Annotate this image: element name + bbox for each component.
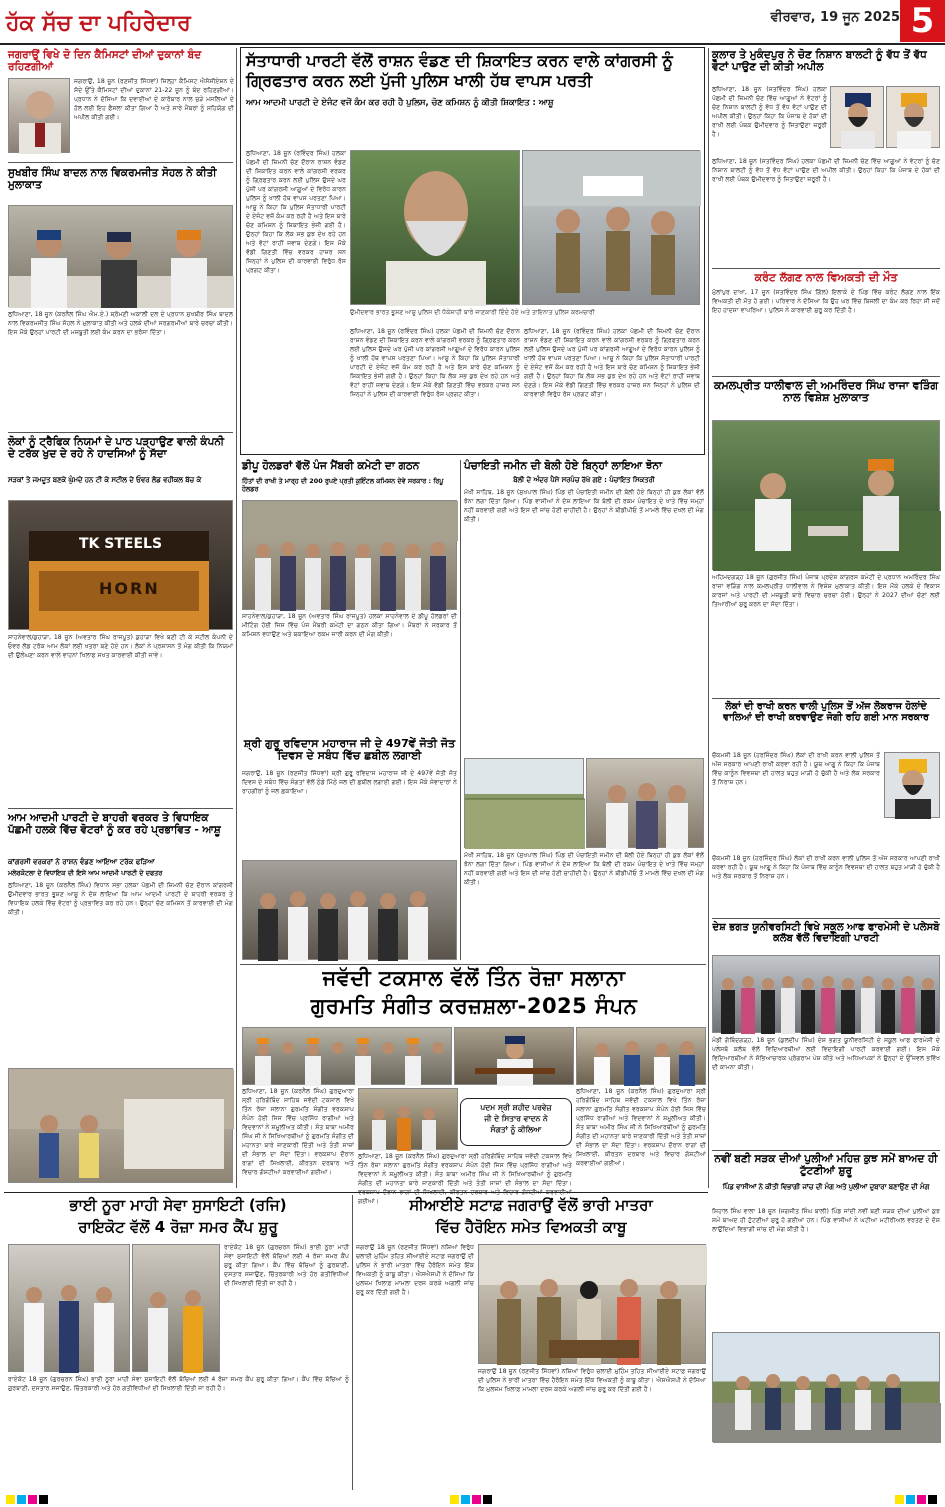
divider: [712, 918, 940, 919]
article-current-body: ਮੁੱਲਾਂਪੁਰ ਦਾਖਾ, 17 ਜੂਨ (ਸਤਵਿੰਦਰ ਸਿੰਘ ਗਿੱਲ) ਇਲਾਕੇ ਦੇ ਪਿੰਡ ਵਿੱਚ ਕਰੰਟ ਲੱਗਣ ਨਾਲ ਇੱਕ ਵਿਅਕਤੀ ਦੀ ਮੌਤ ਹੋ ਗਈ। ਪਰਿਵਾਰ ਨੇ ਦੱਸਿਆ ਕਿ ਉਹ ਘਰ ਵਿੱਚ ਬਿਜਲੀ ਦਾ ਕੰਮ ਕਰ ਰਿਹਾ ਸੀ ਜਦੋਂ ਇਹ ਹਾਦਸਾ ਵਾਪਰਿਆ। ਪੁਲਿਸ ਨੇ ਕਾਰਵਾਈ ਸ਼ੁਰੂ ਕਰ ਦਿੱਤੀ ਹੈ।: [712, 289, 940, 314]
article-depot-headline: ਡੀਪੂ ਹੋਲਡਰਾਂ ਵੱਲੋਂ ਪੰਜ ਮੈਂਬਰੀ ਕਮੇਟੀ ਦਾ ਗਠਨ: [242, 460, 420, 472]
summer-camp-photo-2: [132, 1244, 220, 1372]
meeting-photo-icon: [713, 421, 941, 571]
sukhbir-meeting-photo: [8, 205, 233, 307]
nura-body2: ਰਾਏਕੋਟ 18 ਜੂਨ (ਗੁਰਚਰਨ ਸਿੰਘ) ਭਾਈ ਨੂਰਾ ਮਾਹੀ ਸੇਵਾ ਸੁਸਾਇਟੀ ਵੱਲੋਂ ਬੱਚਿਆਂ ਲਈ 4 ਰੋਜ਼ਾ ਸਮਰ ਕੈਂਪ ਸ਼ੁਰੂ ਕੀਤਾ ਗਿਆ। ਕੈਂਪ ਵਿੱਚ ਬੱਚਿਆਂ ਨੂੰ ਗੁਰਬਾਣੀ, ਦਸਤਾਰ ਸਜਾਉਣ, ਚਿੱਤਰਕਾਰੀ ਅਤੇ ਹੋਰ ਗਤੀਵਿਧੀਆਂ ਦੀ ਸਿਖਲਾਈ ਦਿੱਤੀ ਜਾ ਰਹੀ ਹੈ।: [8, 1376, 349, 1392]
musician-photo-icon: [455, 1028, 575, 1086]
article-road-body: ਸਿਹਾਲ ਸਿੰਘ ਵਾਲਾ 18 ਜੂਨ (ਜਗਜੀਤ ਸਿੰਘ ਬਾਲੀ) ਪਿੰਡ ਜਾਂਦੀ ਨਵੀਂ ਬਣੀ ਸੜਕ ਦੀਆਂ ਪੁਲੀਆਂ ਕੁਝ ਸਮੇਂ ਬਾਅਦ ਹੀ ਟੁੱਟਣੀਆਂ ਸ਼ੁਰੂ ਹੋ ਗਈਆਂ ਹਨ। ਪਿੰਡ ਵਾਸੀਆਂ ਨੇ ਘਟੀਆ ਮਟੀਰੀਅਲ ਵਰਤਣ ਦੇ ਦੋਸ਼ ਲਾਉਂਦਿਆਂ ਵਿਭਾਗੀ ਜਾਂਚ ਦੀ ਮੰਗ ਕੀਤੀ ਹੈ।: [712, 1208, 940, 1233]
depot-holders-photo: [242, 500, 457, 610]
main-headline: ਸੱਤਾਧਾਰੀ ਪਾਰਟੀ ਵੱਲੋਂ ਰਾਸ਼ਨ ਵੰਡਣ ਦੀ ਸ਼ਿਕਾਇਤ ਕਰਨ ਵਾਲੇ ਕਾਂਗਰਸੀ ਨੂੰ ਗ੍ਰਿਫਤਾਰ ਕਰਨ ਲਈ ਪੁੱਜੀ ਪੁਲਿਸ ਖਾਲੀ ਹੱਥ ਵਾਪਸ ਪਰਤੀ: [246, 51, 673, 91]
main-photo-portrait: [350, 150, 520, 305]
group-photo-icon: [9, 1245, 131, 1373]
chhabeel-photo: [242, 860, 457, 960]
truck-sign-text: TK STEELS: [79, 536, 163, 552]
column-divider: [352, 1195, 353, 1490]
page-number: 5: [910, 1, 935, 41]
field-photo-icon: [465, 759, 585, 849]
taksal-badge-line2: ਜੀ ਦੇ ਸਿਤਾਰ ਵਾਦਨ ਨੇ: [484, 1114, 548, 1123]
masthead-logo: [4, 4, 194, 38]
cia-arrest-photo: [478, 1244, 706, 1364]
taksal-body-col1: ਲੁਧਿਆਣਾ, 18 ਜੂਨ (ਕਰਨੈਲ ਸਿੰਘ) ਗੁਰਦੁਆਰਾ ਸ੍ਰੀ ਹਰਿਗੋਬਿੰਦ ਸਾਹਿਬ ਜਵੱਦੀ ਟਕਸਾਲ ਵਿਖੇ ਤਿੰਨ ਰੋਜ਼ਾ ਸਲਾਨਾ ਗੁਰਮਤਿ ਸੰਗੀਤ ਵਰਕਸ਼ਾਪ ਸੰਪੰਨ ਹੋਈ ਜਿਸ ਵਿੱਚ ਪ੍ਰਸਿੱਧ ਰਾਗੀਆਂ ਅਤੇ ਵਿਦਵਾਨਾਂ ਨੇ ਸ਼ਮੂਲੀਅਤ ਕੀਤੀ। ਸੰਤ ਬਾਬਾ ਅਮੀਰ ਸਿੰਘ ਜੀ ਨੇ ਸਿਖਿਆਰਥੀਆਂ ਨੂੰ ਗੁਰਮਤਿ ਸੰਗੀਤ ਦੀ ਮਹਾਨਤਾ ਬਾਰੇ ਜਾਣਕਾਰੀ ਦਿੱਤੀ ਅਤੇ ਤੰਤੀ ਸਾਜ਼ਾਂ ਦੀ ਸੰਭਾਲ ਦਾ ਸੱਦਾ ਦਿੱਤਾ। ਵਰਕਸ਼ਾਪ ਦੌਰਾਨ ਰਾਗਾਂ ਦੀ ਸਿਖਲਾਈ, ਕੀਰਤਨ ਦਰਬਾਰ ਅਤੇ ਵਿਚਾਰ ਗੋਸ਼ਟੀਆਂ ਕਰਵਾਈਆਂ ਗਈਆਂ।: [242, 1088, 354, 1176]
truck-photo-icon: [9, 501, 234, 631]
bearded-man-photo-icon: [351, 151, 521, 306]
taksal-photo-4: [358, 1088, 458, 1150]
taksal-headline-line2: ਗੁਰਮਤਿ ਸੰਗੀਤ ਕਰਜ਼ਸ਼ਲਾ-2025 ਸੰਪਨ: [310, 994, 638, 1018]
article-lokan-body: ਚੌਕਮਸੀ 18 ਜੂਨ (ਹਰਜਿੰਦਰ ਸਿੰਘ) ਲੋਕਾਂ ਦੀ ਰਾਖੀ ਕਰਨ ਵਾਲੀ ਪੁਲਿਸ ਤੋਂ ਅੱਜ ਸਰਕਾਰ ਆਪਣੀ ਰਾਖੀ ਕਰਵਾ ਰਹੀ ਹੈ। ਯੂਥ ਆਗੂ ਨੇ ਕਿਹਾ ਕਿ ਪੰਜਾਬ ਵਿੱਚ ਕਾਨੂੰਨ ਵਿਵਸਥਾ ਦੀ ਹਾਲਤ ਬਹੁਤ ਮਾੜੀ ਹੋ ਚੁੱਕੀ ਹੈ ਅਤੇ ਲੋਕ ਸਰਕਾਰ ਤੋਂ ਨਿਰਾਸ਼ ਹਨ।: [712, 752, 880, 786]
column-divider: [236, 48, 237, 1188]
police-photo-icon: [479, 1245, 707, 1365]
article-panchayat-subhead: ਬੋਲੀ ਦੇ ਅੰਦਰ ਪੈਸੇ ਸਰਪੰਚ ਰੱਖੇ ਗਏ : ਪੰਚਾਇਤ ਸਿਕਤਰੀ: [513, 476, 655, 484]
article-aap-subhead2: ਮਲੇਰਕੋਟਲਾ ਦੇ ਵਿਧਾਇਕ ਦੀ ਇਸੇ ਆਮ ਆਦਮੀ ਪਾਰਟੀ ਦੇ ਦਫਤਰ: [8, 869, 163, 877]
date-line: ਵੀਰਵਾਰ, 19 ਜੂਨ 2025: [770, 10, 900, 25]
university-group-photo: [712, 955, 940, 1033]
article-chemists-body: ਜਗਰਾਉਂ, 18 ਜੂਨ (ਰਣਜੀਤ ਸਿੱਧਵਾਂ) ਜ਼ਿਲ੍ਹਾ ਕੈਮਿਸਟ ਐਸੋਸੀਏਸ਼ਨ ਦੇ ਸੱਦੇ ਉੱਤੇ ਕੈਮਿਸਟਾਂ ਦੀਆਂ ਦੁਕਾਨਾਂ 21-22 ਜੂਨ ਨੂੰ ਬੰਦ ਰਹਿਣਗੀਆਂ। ਪ੍ਰਧਾਨ ਨੇ ਦੱਸਿਆ ਕਿ ਦਵਾਈਆਂ ਦੇ ਕਾਰੋਬਾਰ ਨਾਲ ਜੁੜੇ ਮਸਲਿਆਂ ਦੇ ਹੱਲ ਲਈ ਇਹ ਫੈਸਲਾ ਕੀਤਾ ਗਿਆ ਹੈ ਅਤੇ ਸਾਰੇ ਮੈਂਬਰਾਂ ਨੂੰ ਸਹਿਯੋਗ ਦੀ ਅਪੀਲ ਕੀਤੀ ਗਈ।: [74, 78, 234, 121]
main-body-col1: ਲੁਧਿਆਣਾ, 18 ਜੂਨ (ਰਵਿੰਦਰ ਸਿੰਘ) ਹਲਕਾ ਪੱਛਮੀ ਦੀ ਜ਼ਿਮਨੀ ਚੋਣ ਦੌਰਾਨ ਰਾਸ਼ਨ ਵੰਡਣ ਦੀ ਸ਼ਿਕਾਇਤ ਕਰਨ ਵਾਲੇ ਕਾਂਗਰਸੀ ਵਰਕਰ ਨੂੰ ਗ੍ਰਿਫਤਾਰ ਕਰਨ ਲਈ ਪੁਲਿਸ ਉਸਦੇ ਘਰ ਪੁੱਜੀ ਪਰ ਕਾਂਗਰਸੀ ਆਗੂਆਂ ਦੇ ਵਿਰੋਧ ਕਾਰਨ ਪੁਲਿਸ ਨੂੰ ਖਾਲੀ ਹੱਥ ਵਾਪਸ ਪਰਤਣਾ ਪਿਆ। ਆਸ਼ੂ ਨੇ ਕਿਹਾ ਕਿ ਪੁਲਿਸ ਸੱਤਾਧਾਰੀ ਪਾਰਟੀ ਦੇ ਏਜੰਟ ਵਜੋਂ ਕੰਮ ਕਰ ਰਹੀ ਹੈ ਅਤੇ ਇਸ ਬਾਰੇ ਚੋਣ ਕਮਿਸ਼ਨ ਨੂੰ ਸ਼ਿਕਾਇਤ ਭੇਜੀ ਗਈ ਹੈ। ਉਨ੍ਹਾਂ ਕਿਹਾ ਕਿ ਲੋਕ ਸਭ ਕੁਝ ਦੇਖ ਰਹੇ ਹਨ ਅਤੇ ਵੋਟਾਂ ਰਾਹੀਂ ਜਵਾਬ ਦੇਣਗੇ। ਇਸ ਮੌਕੇ ਵੱਡੀ ਗਿਣਤੀ ਵਿੱਚ ਵਰਕਰ ਹਾਜ਼ਰ ਸਨ ਜਿਨ੍ਹਾਂ ਨੇ ਪੁਲਿਸ ਦੀ ਕਾਰਵਾਈ ਵਿਰੁੱਧ ਰੋਸ ਪ੍ਰਗਟ ਕੀਤਾ।: [246, 150, 346, 274]
group-photo-icon: [577, 1028, 707, 1086]
turbaned-man-icon: [885, 753, 941, 819]
main-photo-police: [522, 150, 700, 305]
article-ravidas-body: ਜਗਰਾਉਂ, 18 ਜੂਨ (ਰਣਜੀਤ ਸਿੱਧਵਾਂ) ਸ਼੍ਰੀ ਗੁਰੂ ਰਵਿਦਾਸ ਮਹਾਰਾਜ ਜੀ ਦੇ 497ਵੇਂ ਜੋਤੀ ਜੋਤ ਦਿਵਸ ਦੇ ਸਬੰਧ ਵਿੱਚ ਸੰਗਤਾਂ ਵੱਲੋਂ ਠੰਡੇ ਮਿੱਠੇ ਜਲ ਦੀ ਛਬੀਲ ਲਗਾਈ ਗਈ। ਇਸ ਮੌਕੇ ਸੇਵਾਦਾਰਾਂ ਨੇ ਰਾਹਗੀਰਾਂ ਨੂੰ ਜਲ ਛਕਾਇਆ।: [242, 770, 457, 795]
kamalpreet-meeting-photo: [712, 420, 940, 570]
article-kular-body: ਲੁਧਿਆਣਾ, 18 ਜੂਨ (ਸਤਵਿੰਦਰ ਸਿੰਘ) ਹਲਕਾ ਪੱਛਮੀ ਦੀ ਜ਼ਿਮਨੀ ਚੋਣ ਵਿੱਚ ਆਗੂਆਂ ਨੇ ਵੋਟਰਾਂ ਨੂੰ ਚੋਣ ਨਿਸ਼ਾਨ ਬਾਲਟੀ ਨੂੰ ਵੱਧ ਤੋਂ ਵੱਧ ਵੋਟਾਂ ਪਾਉਣ ਦੀ ਅਪੀਲ ਕੀਤੀ। ਉਨ੍ਹਾਂ ਕਿਹਾ ਕਿ ਪੰਜਾਬ ਦੇ ਹੱਕਾਂ ਦੀ ਰਾਖੀ ਲਈ ਪੰਥਕ ਉਮੀਦਵਾਰ ਨੂੰ ਜਿਤਾਉਣਾ ਜ਼ਰੂਰੀ ਹੈ।: [712, 86, 827, 138]
article-sukhbir-body: ਲੁਧਿਆਣਾ, 18 ਜੂਨ (ਕਰਨੈਲ ਸਿੰਘ ਐਮ.ਏ.) ਸ਼੍ਰੋਮਣੀ ਅਕਾਲੀ ਦਲ ਦੇ ਪ੍ਰਧਾਨ ਸੁਖਬੀਰ ਸਿੰਘ ਬਾਦਲ ਨਾਲ ਵਿਕਰਮਜੀਤ ਸਿੰਘ ਸੋਹਲ ਨੇ ਮੁਲਾਕਾਤ ਕੀਤੀ ਅਤੇ ਹਲਕੇ ਦੀਆਂ ਸਰਗਰਮੀਆਂ ਬਾਰੇ ਚਰਚਾ ਕੀਤੀ। ਇਸ ਮੌਕੇ ਉਨ੍ਹਾਂ ਪਾਰਟੀ ਦੀ ਮਜ਼ਬੂਤੀ ਲਈ ਕੰਮ ਕਰਨ ਦਾ ਭਰੋਸਾ ਦਿੱਤਾ।: [8, 311, 233, 336]
nura-headline-line2: ਰਾਇਕੋਟ ਵੱਲੋਂ 4 ਰੋਜ਼ਾ ਸਮਰ ਕੈਂਪ ਸ਼ੁਰੂ: [78, 1218, 278, 1236]
kular-photo: [830, 86, 884, 148]
taksal-photo-2: [454, 1027, 574, 1085]
cia-headline-line2: ਵਿੱਚ ਹੈਰੋਇਨ ਸਮੇਤ ਵਿਅਕਤੀ ਕਾਬੂ: [435, 1218, 627, 1236]
color-registration-marks-left: [6, 1495, 48, 1504]
taksal-body-col2: ਲੁਧਿਆਣਾ, 18 ਜੂਨ (ਕਰਨੈਲ ਸਿੰਘ) ਗੁਰਦੁਆਰਾ ਸ੍ਰੀ ਹਰਿਗੋਬਿੰਦ ਸਾਹਿਬ ਜਵੱਦੀ ਟਕਸਾਲ ਵਿਖੇ ਤਿੰਨ ਰੋਜ਼ਾ ਸਲਾਨਾ ਗੁਰਮਤਿ ਸੰਗੀਤ ਵਰਕਸ਼ਾਪ ਸੰਪੰਨ ਹੋਈ ਜਿਸ ਵਿੱਚ ਪ੍ਰਸਿੱਧ ਰਾਗੀਆਂ ਅਤੇ ਵਿਦਵਾਨਾਂ ਨੇ ਸ਼ਮੂਲੀਅਤ ਕੀਤੀ। ਸੰਤ ਬਾਬਾ ਅਮੀਰ ਸਿੰਘ ਜੀ ਨੇ ਸਿਖਿਆਰਥੀਆਂ ਨੂੰ ਗੁਰਮਤਿ ਸੰਗੀਤ ਦੀ ਮਹਾਨਤਾ ਬਾਰੇ ਜਾਣਕਾਰੀ ਦਿੱਤੀ ਅਤੇ ਤੰਤੀ ਸਾਜ਼ਾਂ ਦੀ ਸੰਭਾਲ ਦਾ ਸੱਦਾ ਦਿੱਤਾ। ਗਈਆਂ।: [358, 1153, 572, 1205]
article-kamalpreet-headline: ਕਮਲਪ੍ਰੀਤ ਧਾਲੀਵਾਲ ਦੀ ਅਮਰਿੰਦਰ ਸਿੰਘ ਰਾਜਾ ਵੜਿੰਗ ਨਾਲ ਵਿਸ਼ੇਸ਼ ਮੁਲਾਕਾਤ: [713, 379, 939, 405]
column-divider: [708, 48, 709, 1188]
color-registration-marks-right: [895, 1495, 937, 1504]
group-photo-icon: [243, 501, 458, 611]
divider: [8, 432, 233, 433]
article-trucks-headline: ਲੋਕਾਂ ਨੂੰ ਟ੍ਰੈਫਿਕ ਨਿਯਮਾਂ ਦੇ ਪਾਠ ਪੜ੍ਹਾਉਣ ਵਾਲੀ ਕੰਪਨੀ ਦੇ ਟਰੱਕ ਖੁਦ ਦੇ ਰਹੇ ਨੇ ਹਾਦਸਿਆਂ ਨੂੰ ਸੱਦਾ: [8, 436, 225, 460]
article-panchayat-body: ਮੱਖੀ ਸਾਹਿਬ, 18 ਜੂਨ (ਸੁਖਪਾਲ ਸਿੰਘ) ਪਿੰਡ ਦੀ ਪੰਚਾਇਤੀ ਜਮੀਨ ਦੀ ਬੋਲੀ ਹੋਏ ਬਿਨ੍ਹਾਂ ਹੀ ਕੁਝ ਲੋਕਾਂ ਵੱਲੋਂ ਝੋਨਾ ਲਗਾ ਦਿੱਤਾ ਗਿਆ। ਪਿੰਡ ਵਾਸੀਆਂ ਨੇ ਦੋਸ਼ ਲਾਇਆ ਕਿ ਬੋਲੀ ਦੀ ਰਕਮ ਪੰਚਾਇਤ ਦੇ ਖਾਤੇ ਵਿੱਚ ਜਮ੍ਹਾਂ ਨਹੀਂ ਕਰਵਾਈ ਗਈ ਅਤੇ ਇਸ ਦੀ ਜਾਂਚ ਹੋਣੀ ਚਾਹੀਦੀ ਹੈ। ਉਨ੍ਹਾਂ ਨੇ ਬੀਡੀਪੀਓ ਤੋਂ ਮਾਮਲੇ ਵਿੱਚ ਦਖਲ ਦੀ ਮੰਗ ਕੀਤੀ।: [464, 489, 704, 523]
group-photo-icon: [713, 956, 941, 1034]
article-road-headline: ਨਵੀਂ ਬਣੀ ਸੜਕ ਦੀਆਂ ਪੁਲੀਆਂ ਮਹਿਜ਼ ਕੁਝ ਸਮੇਂ ਬਾਅਦ ਹੀ ਟੁੱਟਣੀਆਂ ਸ਼ੁਰੂ: [714, 1153, 938, 1177]
article-depot-subhead: ਹਿੱਤਾਂ ਦੀ ਰਾਖੀ ਤੇ ਮਾਰ੍ਹ ਦੀ 200 ਰੁਪਏ ਪ੍ਰਤੀ ਕੁਇੰਟਲ ਕਮਿਸ਼ਨ ਦੇਵੇ ਸਰਕਾਰ : ਰਿਪੂ ਹੋਲਡਰ: [242, 477, 444, 493]
article-chemists-headline: ਜਗਰਾਉਂ ਵਿਖੇ ਦੋ ਦਿਨ ਕੈਮਿਸਟਾਂ ਦੀਆਂ ਦੁਕਾਨਾਂ ਬੰਦ ਰਹਿਣਗੀਆਂ: [8, 49, 202, 73]
article-aap-headline: ਆਮ ਆਦਮੀ ਪਾਰਟੀ ਦੇ ਬਾਹਰੀ ਵਰਕਰ ਤੇ ਵਿਧਾਇਕ ਪੱਛਮੀ ਹਲਕੇ ਵਿੱਚ ਵੋਟਰਾਂ ਨੂੰ ਕਰ ਰਹੇ ਪ੍ਰਭਾਵਿਤ - ਆਸ਼ੂ: [8, 812, 221, 836]
lokan-portrait: [884, 752, 940, 818]
divider: [712, 376, 940, 377]
ration-truck-photo: [8, 1068, 233, 1183]
article-lokan-headline: ਲੋਕਾਂ ਦੀ ਰਾਖੀ ਕਰਨ ਵਾਲੀ ਪੁਲਿਸ ਤੋਂ ਅੱਜ ਲੋਕਰਾਜ ਹੋਲਾਂਦੇ ਵਾਲਿਆਂ ਦੀ ਰਾਖੀ ਕਰਵਾਉਣ ਜੋਗੀ ਰਹਿ ਗਈ ਮਾਨ ਸਰਕਾਰ: [723, 701, 929, 723]
taksal-badge-line3: ਸੰਗਤਾਂ ਨੂੰ ਕੀਲਿਆ: [490, 1125, 542, 1134]
mukandpur-photo: [886, 86, 940, 148]
taksal-body-col3: ਲੁਧਿਆਣਾ, 18 ਜੂਨ (ਕਰਨੈਲ ਸਿੰਘ) ਗੁਰਦੁਆਰਾ ਸ੍ਰੀ ਹਰਿਗੋਬਿੰਦ ਸਾਹਿਬ ਜਵੱਦੀ ਟਕਸਾਲ ਵਿਖੇ ਤਿੰਨ ਰੋਜ਼ਾ ਸਲਾਨਾ ਗੁਰਮਤਿ ਸੰਗੀਤ ਵਰਕਸ਼ਾਪ ਸੰਪੰਨ ਹੋਈ ਜਿਸ ਵਿੱਚ ਪ੍ਰਸਿੱਧ ਰਾਗੀਆਂ ਅਤੇ ਵਿਦਵਾਨਾਂ ਨੇ ਸ਼ਮੂਲੀਅਤ ਕੀਤੀ। ਸੰਤ ਬਾਬਾ ਅਮੀਰ ਸਿੰਘ ਜੀ ਨੇ ਸਿਖਿਆਰਥੀਆਂ ਨੂੰ ਗੁਰਮਤਿ ਸੰਗੀਤ ਦੀ ਮਹਾਨਤਾ ਬਾਰੇ ਜਾਣਕਾਰੀ ਦਿੱਤੀ ਅਤੇ ਤੰਤੀ ਸਾਜ਼ਾਂ ਦੀ ਸੰਭਾਲ ਦਾ ਸੱਦਾ ਦਿੱਤਾ। ਵਰਕਸ਼ਾਪ ਦੌਰਾਨ ਰਾਗਾਂ ਦੀ ਸਿਖਲਾਈ, ਕੀਰਤਨ ਦਰਬਾਰ ਅਤੇ ਵਿਚਾਰ ਗੋਸ਼ਟੀਆਂ ਕਰਵਾਈਆਂ ਗਈਆਂ।: [576, 1088, 706, 1167]
article-sukhbir-headline: ਸੁਖਬੀਰ ਸਿੰਘ ਬਾਦਲ ਨਾਲ ਵਿਕਰਮਜੀਤ ਸੋਹਲ ਨੇ ਕੀਤੀ ਮੁਲਾਕਾਤ: [8, 167, 217, 191]
cia-body2: ਜਗਰਾਉਂ 18 ਜੂਨ (ਰਣਜੀਤ ਸਿੱਧਵਾਂ) ਨਸ਼ਿਆਂ ਵਿਰੁੱਧ ਚਲਾਈ ਮੁਹਿੰਮ ਤਹਿਤ ਸੀਆਈਏ ਸਟਾਫ਼ ਜਗਰਾਉਂ ਦੀ ਪੁਲਿਸ ਨੇ ਭਾਰੀ ਮਾਤਰਾ ਵਿੱਚ ਹੈਰੋਇਨ ਸਮੇਤ ਇੱਕ ਵਿਅਕਤੀ ਨੂੰ ਕਾਬੂ ਕੀਤਾ। ਐਸਐਸਪੀ ਨੇ ਦੱਸਿਆ ਕਿ ਮੁਲਜ਼ਮ ਖਿਲਾਫ਼ ਮਾਮਲਾ ਦਰਜ ਕਰਕੇ ਅਗਲੀ ਜਾਂਚ ਸ਼ੁਰੂ ਕਰ ਦਿੱਤੀ ਗਈ ਹੈ।: [478, 1368, 706, 1393]
article-trucks-subhead: ਸੜਕਾਂ ਤੇ ਜਮਦੂਤ ਬਣਕੇ ਘੁੰਮਦੇ ਹਨ ਟੀ ਕੇ ਸਟੀਲ ਦੇ ਓਵਰ ਲੋਡ ਵਹੀਕਲ ਬੱਚ ਕੇ: [8, 476, 202, 484]
police-photo-icon: [523, 151, 701, 306]
summer-camp-photo-1: [8, 1244, 130, 1372]
turbaned-man-icon: [831, 87, 885, 149]
article-kular-headline: ਕੂਲਾਰ ਤੇ ਮੁਕੰਦਪੁਰ ਨੇ ਚੋਣ ਨਿਸ਼ਾਨ ਬਾਲਟੀ ਨੂੰ ਵੱਧ ਤੋਂ ਵੱਧ ਵੋਟਾਂ ਪਾਉਣ ਦੀ ਕੀਤੀ ਅਪੀਲ: [712, 49, 927, 73]
divider: [712, 698, 940, 699]
cia-headline-line1: ਸੀਆਈਏ ਸਟਾਫ਼ ਜਗਰਾਉਂ ਵੱਲੋਂ ਭਾਰੀ ਮਾਤਰਾ: [409, 1196, 653, 1214]
column-divider: [460, 460, 461, 960]
header-rule: [0, 43, 945, 45]
taksal-badge-line1: ਪਦਮ ਸ੍ਰੀ ਸ਼ਹੀਦ ਪਰਵੇਜ਼: [480, 1103, 552, 1112]
article-panchayat-headline: ਪੰਚਾਇਤੀ ਜਮੀਨ ਦੀ ਬੋਲੀ ਹੋਏ ਬਿਨ੍ਹਾਂ ਲਾਇਆ ਝੋਨਾ: [464, 460, 663, 472]
group-photo-icon: [133, 1245, 221, 1373]
main-photo-caption: ਉਮੀਦਵਾਰ ਭਾਰਤ ਭੂਸ਼ਣ ਆਸ਼ੂ ਪੁਲਿਸ ਦੀ ਧੱਕੇਸ਼ਾਹੀ ਬਾਰੇ ਜਾਣਕਾਰੀ ਦਿੰਦੇ ਹੋਏ ਅਤੇ ਤਾਇਨਾਤ ਪੁਲਿਸ ਕਰਮਚਾਰੀ: [350, 309, 595, 316]
masthead: [4, 4, 194, 38]
article-aap-body: ਲੁਧਿਆਣਾ, 18 ਜੂਨ (ਕਰਨੈਲ ਸਿੰਘ) ਵਿਧਾਨ ਸਭਾ ਹਲਕਾ ਪੱਛਮੀ ਦੀ ਜ਼ਿਮਨੀ ਚੋਣ ਦੌਰਾਨ ਕਾਂਗਰਸੀ ਉਮੀਦਵਾਰ ਭਾਰਤ ਭੂਸ਼ਣ ਆਸ਼ੂ ਨੇ ਦੋਸ਼ ਲਾਇਆ ਕਿ ਆਮ ਆਦਮੀ ਪਾਰਟੀ ਦੇ ਬਾਹਰੀ ਵਰਕਰ ਤੇ ਵਿਧਾਇਕ ਹਲਕੇ ਵਿੱਚ ਵੋਟਰਾਂ ਨੂੰ ਪ੍ਰਭਾਵਿਤ ਕਰ ਰਹੇ ਹਨ। ਉਨ੍ਹਾਂ ਚੋਣ ਕਮਿਸ਼ਨ ਤੋਂ ਕਾਰਵਾਈ ਦੀ ਮੰਗ ਕੀਤੀ।: [8, 882, 233, 916]
taksal-photo-3: [576, 1027, 706, 1085]
main-subhead: ਆਮ ਆਦਮੀ ਪਾਰਟੀ ਦੇ ਏਜੰਟ ਵਜੋਂ ਕੰਮ ਕਰ ਰਹੀ ਹੈ ਪੁਲਿਸ, ਚੋਣ ਕਮਿਸ਼ਨ ਨੂੰ ਕੀਤੀ ਸ਼ਿਕਾਇਤ : ਆਸ਼ੂ: [246, 97, 554, 107]
article-panchayat-body2: ਮੱਖੀ ਸਾਹਿਬ, 18 ਜੂਨ (ਸੁਖਪਾਲ ਸਿੰਘ) ਪਿੰਡ ਦੀ ਪੰਚਾਇਤੀ ਜਮੀਨ ਦੀ ਬੋਲੀ ਹੋਏ ਬਿਨ੍ਹਾਂ ਹੀ ਕੁਝ ਲੋਕਾਂ ਵੱਲੋਂ ਝੋਨਾ ਲਗਾ ਦਿੱਤਾ ਗਿਆ। ਪਿੰਡ ਵਾਸੀਆਂ ਨੇ ਦੋਸ਼ ਲਾਇਆ ਕਿ ਬੋਲੀ ਦੀ ਰਕਮ ਪੰਚਾਇਤ ਦੇ ਖਾਤੇ ਵਿੱਚ ਜਮ੍ਹਾਂ ਨਹੀਂ ਕਰਵਾਈ ਗਈ ਅਤੇ ਇਸ ਦੀ ਜਾਂਚ ਹੋਣੀ ਚਾਹੀਦੀ ਹੈ। ਉਨ੍ਹਾਂ ਨੇ ਬੀਡੀਪੀਓ ਤੋਂ ਮਾਮਲੇ ਵਿੱਚ ਦਖਲ ਦੀ ਮੰਗ ਕੀਤੀ।: [464, 852, 704, 886]
divider: [8, 808, 233, 809]
divider: [4, 1192, 708, 1193]
taksal-photo-1: [242, 1027, 452, 1085]
group-photo-icon: [359, 1089, 459, 1151]
road-culvert-photo: [712, 1332, 940, 1442]
crowd-photo-icon: [9, 1069, 234, 1184]
group-photo-icon: [587, 759, 705, 849]
article-ravidas-headline: ਸ਼੍ਰੀ ਗੁਰੂ ਰਵਿਦਾਸ ਮਹਾਰਾਜ ਜੀ ਦੇ 497ਵੇਂ ਜੋਤੀ ਜੋਤ ਦਿਵਸ ਦੇ ਸਬੰਧ ਵਿੱਚ ਛਬੀਲ ਲਗਾਈ: [243, 737, 456, 763]
cia-body: ਜਗਰਾਉਂ 18 ਜੂਨ (ਰਣਜੀਤ ਸਿੱਧਵਾਂ) ਨਸ਼ਿਆਂ ਵਿਰੁੱਧ ਚਲਾਈ ਮੁਹਿੰਮ ਤਹਿਤ ਸੀਆਈਏ ਸਟਾਫ਼ ਜਗਰਾਉਂ ਦੀ ਪੁਲਿਸ ਨੇ ਭਾਰੀ ਮਾਤਰਾ ਵਿੱਚ ਹੈਰੋਇਨ ਸਮੇਤ ਇੱਕ ਵਿਅਕਤੀ ਨੂੰ ਕਾਬੂ ਕੀਤਾ। ਐਸਐਸਪੀ ਨੇ ਦੱਸਿਆ ਕਿ ਮੁਲਜ਼ਮ ਖਿਲਾਫ਼ ਮਾਮਲਾ ਦਰਜ ਕਰਕੇ ਅਗਲੀ ਜਾਂਚ ਸ਼ੁਰੂ ਕਰ ਦਿੱਤੀ ਗਈ ਹੈ।: [356, 1244, 474, 1296]
article-kamalpreet-body: ਅਹਿਮਦਗੜ੍ਹ 18 ਜੂਨ (ਗੁਰਜੀਤ ਸਿੰਘ) ਪੰਜਾਬ ਪ੍ਰਦੇਸ਼ ਕਾਂਗਰਸ ਕਮੇਟੀ ਦੇ ਪ੍ਰਧਾਨ ਅਮਰਿੰਦਰ ਸਿੰਘ ਰਾਜਾ ਵੜਿੰਗ ਨਾਲ ਕਮਲਪ੍ਰੀਤ ਧਾਲੀਵਾਲ ਨੇ ਵਿਸ਼ੇਸ਼ ਮੁਲਾਕਾਤ ਕੀਤੀ। ਇਸ ਮੌਕੇ ਹਲਕੇ ਦੇ ਵਿਕਾਸ ਕਾਰਜਾਂ ਅਤੇ ਪਾਰਟੀ ਦੀ ਮਜ਼ਬੂਤੀ ਬਾਰੇ ਵਿਚਾਰ ਚਰਚਾ ਹੋਈ। ਉਨ੍ਹਾਂ ਨੇ 2027 ਦੀਆਂ ਚੋਣਾਂ ਲਈ ਤਿਆਰੀਆਂ ਸ਼ੁਰੂ ਕਰਨ ਦਾ ਸੱਦਾ ਦਿੱਤਾ।: [712, 574, 940, 608]
divider: [240, 964, 706, 965]
group-photo-icon: [713, 1333, 941, 1443]
color-registration-marks-center: [450, 1495, 492, 1504]
article-road-subhead: ਪਿੰਡ ਵਾਸੀਆਂ ਨੇ ਕੀਤੀ ਵਿਭਾਗੀ ਜਾਂਚ ਦੀ ਮੰਗ ਅਤੇ ਪੁਲੀਆਂ ਦੁਬਾਰਾ ਬਣਾਉਣ ਦੀ ਮੰਗ: [722, 1183, 930, 1191]
taksal-headline-line1: ਜਵੱਦੀ ਟਕਸਾਲ ਵੱਲੋਂ ਤਿੰਨ ਰੋਜ਼ਾ ਸਲਾਨਾ: [322, 966, 626, 990]
chemist-portrait: [8, 78, 70, 153]
article-current-headline: ਕਰੰਟ ਲੱਗਣ ਨਾਲ ਵਿਅਕਤੀ ਦੀ ਮੌਤ: [754, 271, 898, 284]
nura-headline-line1: ਭਾਈ ਨੂਰਾ ਮਾਹੀ ਸੇਵਾ ਸੁਸਾਇਟੀ (ਰਜਿ): [69, 1196, 287, 1214]
tk-steels-truck-photo: [8, 500, 233, 630]
person-photo-icon: [9, 79, 71, 154]
group-photo-icon: [9, 206, 234, 308]
turbaned-man-icon: [887, 87, 941, 149]
group-photo-icon: [243, 1028, 453, 1086]
main-body-col2: ਲੁਧਿਆਣਾ, 18 ਜੂਨ (ਰਵਿੰਦਰ ਸਿੰਘ) ਹਲਕਾ ਪੱਛਮੀ ਦੀ ਜ਼ਿਮਨੀ ਚੋਣ ਦੌਰਾਨ ਰਾਸ਼ਨ ਵੰਡਣ ਦੀ ਸ਼ਿਕਾਇਤ ਕਰਨ ਵਾਲੇ ਕਾਂਗਰਸੀ ਵਰਕਰ ਨੂੰ ਗ੍ਰਿਫਤਾਰ ਕਰਨ ਲਈ ਪੁਲਿਸ ਉਸਦੇ ਘਰ ਪੁੱਜੀ ਪਰ ਕਾਂਗਰਸੀ ਆਗੂਆਂ ਦੇ ਵਿਰੋਧ ਕਾਰਨ ਪੁਲਿਸ ਨੂੰ ਖਾਲੀ ਹੱਥ ਵਾਪਸ ਪਰਤਣਾ ਪਿਆ। ਆਸ਼ੂ ਨੇ ਕਿਹਾ ਕਿ ਪੁਲਿਸ ਸੱਤਾਧਾਰੀ ਪਾਰਟੀ ਦੇ ਏਜੰਟ ਵਜੋਂ ਕੰਮ ਕਰ ਰਹੀ ਹੈ ਅਤੇ ਇਸ ਬਾਰੇ ਚੋਣ ਕਮਿਸ਼ਨ ਨੂੰ ਸ਼ਿਕਾਇਤ ਭੇਜੀ ਗਈ ਹੈ। ਉਨ੍ਹਾਂ ਕਿਹਾ ਕਿ ਲੋਕ ਸਭ ਕੁਝ ਦੇਖ ਰਹੇ ਹਨ ਅਤੇ ਵੋਟਾਂ ਰਾਹੀਂ ਜਵਾਬ ਦੇਣਗੇ। ਇਸ ਮੌਕੇ ਵੱਡੀ ਗਿਣਤੀ ਵਿੱਚ ਵਰਕਰ ਹਾਜ਼ਰ ਸਨ ਜਿਨ੍ਹਾਂ ਨੇ ਪੁਲਿਸ ਦੀ ਕਾਰਵਾਈ ਵਿਰੁੱਧ ਰੋਸ ਪ੍ਰਗਟ ਕੀਤਾ।: [350, 328, 520, 398]
divider: [712, 268, 940, 269]
villagers-photo: [586, 758, 704, 848]
group-photo-icon: [243, 861, 458, 961]
main-body-col3: ਲੁਧਿਆਣਾ, 18 ਜੂਨ (ਰਵਿੰਦਰ ਸਿੰਘ) ਹਲਕਾ ਪੱਛਮੀ ਦੀ ਜ਼ਿਮਨੀ ਚੋਣ ਦੌਰਾਨ ਰਾਸ਼ਨ ਵੰਡਣ ਦੀ ਸ਼ਿਕਾਇਤ ਕਰਨ ਵਾਲੇ ਕਾਂਗਰਸੀ ਵਰਕਰ ਨੂੰ ਗ੍ਰਿਫਤਾਰ ਕਰਨ ਲਈ ਪੁਲਿਸ ਉਸਦੇ ਘਰ ਪੁੱਜੀ ਪਰ ਕਾਂਗਰਸੀ ਆਗੂਆਂ ਦੇ ਵਿਰੋਧ ਕਾਰਨ ਪੁਲਿਸ ਨੂੰ ਖਾਲੀ ਹੱਥ ਵਾਪਸ ਪਰਤਣਾ ਪਿਆ। ਆਸ਼ੂ ਨੇ ਕਿਹਾ ਕਿ ਪੁਲਿਸ ਸੱਤਾਧਾਰੀ ਪਾਰਟੀ ਦੇ ਏਜੰਟ ਵਜੋਂ ਕੰਮ ਕਰ ਰਹੀ ਹੈ ਅਤੇ ਇਸ ਬਾਰੇ ਚੋਣ ਕਮਿਸ਼ਨ ਨੂੰ ਸ਼ਿਕਾਇਤ ਭੇਜੀ ਗਈ ਹੈ। ਉਨ੍ਹਾਂ ਕਿਹਾ ਕਿ ਲੋਕ ਸਭ ਕੁਝ ਦੇਖ ਰਹੇ ਹਨ ਅਤੇ ਵੋਟਾਂ ਰਾਹੀਂ ਜਵਾਬ ਦੇਣਗੇ। ਇਸ ਮੌਕੇ ਵੱਡੀ ਗਿਣਤੀ ਵਿੱਚ ਵਰਕਰ ਹਾਜ਼ਰ ਸਨ ਜਿਨ੍ਹਾਂ ਨੇ ਪੁਲਿਸ ਦੀ ਕਾਰਵਾਈ ਵਿਰੁੱਧ ਰੋਸ ਪ੍ਰਗਟ ਕੀਤਾ।: [524, 328, 700, 398]
nura-body: ਰਾਏਕੋਟ 18 ਜੂਨ (ਗੁਰਚਰਨ ਸਿੰਘ) ਭਾਈ ਨੂਰਾ ਮਾਹੀ ਸੇਵਾ ਸੁਸਾਇਟੀ ਵੱਲੋਂ ਬੱਚਿਆਂ ਲਈ 4 ਰੋਜ਼ਾ ਸਮਰ ਕੈਂਪ ਸ਼ੁਰੂ ਕੀਤਾ ਗਿਆ। ਕੈਂਪ ਵਿੱਚ ਬੱਚਿਆਂ ਨੂੰ ਗੁਰਬਾਣੀ, ਦਸਤਾਰ ਸਜਾਉਣ, ਚਿੱਤਰਕਾਰੀ ਅਤੇ ਹੋਰ ਗਤੀਵਿਧੀਆਂ ਦੀ ਸਿਖਲਾਈ ਦਿੱਤੀ ਜਾ ਰਹੀ ਹੈ।: [224, 1244, 349, 1287]
divider: [8, 162, 233, 163]
page-number-badge: [900, 0, 945, 42]
article-trucks-body: ਸਾਹਨੇਵਾਲ/ਕੁਹਾੜਾ, 18 ਜੂਨ (ਅਵਤਾਰ ਸਿੰਘ ਰਾਜਪੂਤ) ਕੁਹਾੜਾ ਵਿਖੇ ਬਣੀ ਟੀ ਕੇ ਸਟੀਲ ਕੰਪਨੀ ਦੇ ਓਵਰ ਲੋਡ ਟਰੱਕ ਆਮ ਲੋਕਾਂ ਲਈ ਖਤਰਾ ਬਣੇ ਹੋਏ ਹਨ। ਲੋਕਾਂ ਨੇ ਪ੍ਰਸ਼ਾਸਨ ਤੋਂ ਮੰਗ ਕੀਤੀ ਕਿ ਨਿਯਮਾਂ ਦੀ ਉਲੰਘਣਾ ਕਰਨ ਵਾਲੇ ਵਾਹਨਾਂ ਖਿਲਾਫ ਸਖਤ ਕਾਰਵਾਈ ਕੀਤੀ ਜਾਵੇ।: [8, 634, 233, 659]
article-kular-body2: ਲੁਧਿਆਣਾ, 18 ਜੂਨ (ਸਤਵਿੰਦਰ ਸਿੰਘ) ਹਲਕਾ ਪੱਛਮੀ ਦੀ ਜ਼ਿਮਨੀ ਚੋਣ ਵਿੱਚ ਆਗੂਆਂ ਨੇ ਵੋਟਰਾਂ ਨੂੰ ਚੋਣ ਨਿਸ਼ਾਨ ਬਾਲਟੀ ਨੂੰ ਵੱਧ ਤੋਂ ਵੱਧ ਵੋਟਾਂ ਪਾਉਣ ਦੀ ਅਪੀਲ ਕੀਤੀ। ਉਨ੍ਹਾਂ ਕਿਹਾ ਕਿ ਪੰਜਾਬ ਦੇ ਹੱਕਾਂ ਦੀ ਰਾਖੀ ਲਈ ਪੰਥਕ ਉਮੀਦਵਾਰ ਨੂੰ ਜਿਤਾਉਣਾ ਜ਼ਰੂਰੀ ਹੈ।: [712, 158, 940, 183]
taksal-badge: [460, 1098, 572, 1146]
paddy-field-photo: [464, 758, 584, 848]
divider: [712, 1150, 940, 1151]
article-university-body: ਮੰਡੀ ਗੋਬਿੰਦਗੜ੍ਹ, 18 ਜੂਨ (ਕੁਲਦੀਪ ਸਿੰਘ) ਦੇਸ਼ ਭਗਤ ਯੂਨੀਵਰਸਿਟੀ ਦੇ ਸਕੂਲ ਆਫ ਫਾਰਮੇਸੀ ਦੇ ਪਲੇਸਬੋ ਕਲੱਬ ਵੱਲੋਂ ਵਿਦਿਆਰਥੀਆਂ ਲਈ ਵਿਦਾਇਗੀ ਪਾਰਟੀ ਕਰਵਾਈ ਗਈ। ਇਸ ਮੌਕੇ ਵਿਦਿਆਰਥੀਆਂ ਨੇ ਸੱਭਿਆਚਾਰਕ ਪ੍ਰੋਗਰਾਮ ਪੇਸ਼ ਕੀਤੇ ਅਤੇ ਅਧਿਆਪਕਾਂ ਨੇ ਉਨ੍ਹਾਂ ਦੇ ਉੱਜਵਲ ਭਵਿੱਖ ਦੀ ਕਾਮਨਾ ਕੀਤੀ।: [712, 1037, 940, 1071]
masthead-text: ਹੱਕ ਸੱਚ ਦਾ ਪਹਿਰੇਦਾਰ: [6, 11, 191, 36]
article-lokan-body2: ਚੌਕਮਸੀ 18 ਜੂਨ (ਹਰਜਿੰਦਰ ਸਿੰਘ) ਲੋਕਾਂ ਦੀ ਰਾਖੀ ਕਰਨ ਵਾਲੀ ਪੁਲਿਸ ਤੋਂ ਅੱਜ ਸਰਕਾਰ ਆਪਣੀ ਰਾਖੀ ਕਰਵਾ ਰਹੀ ਹੈ। ਯੂਥ ਆਗੂ ਨੇ ਕਿਹਾ ਕਿ ਪੰਜਾਬ ਵਿੱਚ ਕਾਨੂੰਨ ਵਿਵਸਥਾ ਦੀ ਹਾਲਤ ਬਹੁਤ ਮਾੜੀ ਹੋ ਚੁੱਕੀ ਹੈ ਅਤੇ ਲੋਕ ਸਰਕਾਰ ਤੋਂ ਨਿਰਾਸ਼ ਹਨ।: [712, 855, 940, 880]
truck-horn-text: HORN: [99, 579, 160, 598]
article-depot-body: ਸਾਹਨੇਵਾਲ/ਕੁਹਾੜਾ, 18 ਜੂਨ (ਅਵਤਾਰ ਸਿੰਘ ਰਾਜਪੂਤ) ਹਲਕਾ ਸਾਹਨੇਵਾਲ ਦੇ ਡੀਪੂ ਹੋਲਡਰਾਂ ਦੀ ਮੀਟਿੰਗ ਹੋਈ ਜਿਸ ਵਿੱਚ ਪੰਜ ਮੈਂਬਰੀ ਕਮੇਟੀ ਦਾ ਗਠਨ ਕੀਤਾ ਗਿਆ। ਮੈਂਬਰਾਂ ਨੇ ਸਰਕਾਰ ਤੋਂ ਕਮਿਸ਼ਨ ਵਧਾਉਣ ਅਤੇ ਬਕਾਇਆ ਰਕਮ ਜਾਰੀ ਕਰਨ ਦੀ ਮੰਗ ਕੀਤੀ।: [242, 613, 457, 638]
article-aap-subhead: ਕਾਂਗਰਸੀ ਵਰਕਰਾਂ ਨੇ ਰਾਸ਼ਨ ਵੰਡਣ ਆਇਆ ਟਰੱਕ ਫੜਿਆ: [8, 858, 155, 866]
article-university-headline: ਦੇਸ਼ ਭਗਤ ਯੂਨੀਵਰਸਿਟੀ ਵਿਖੇ ਸਕੂਲ ਆਫ ਫਾਰਮੇਸੀ ਦੇ ਪਲੇਸਬੋ ਕਲੱਬ ਵੱਲੋਂ ਵਿਦਾਇਗੀ ਪਾਰਟੀ: [712, 922, 940, 945]
